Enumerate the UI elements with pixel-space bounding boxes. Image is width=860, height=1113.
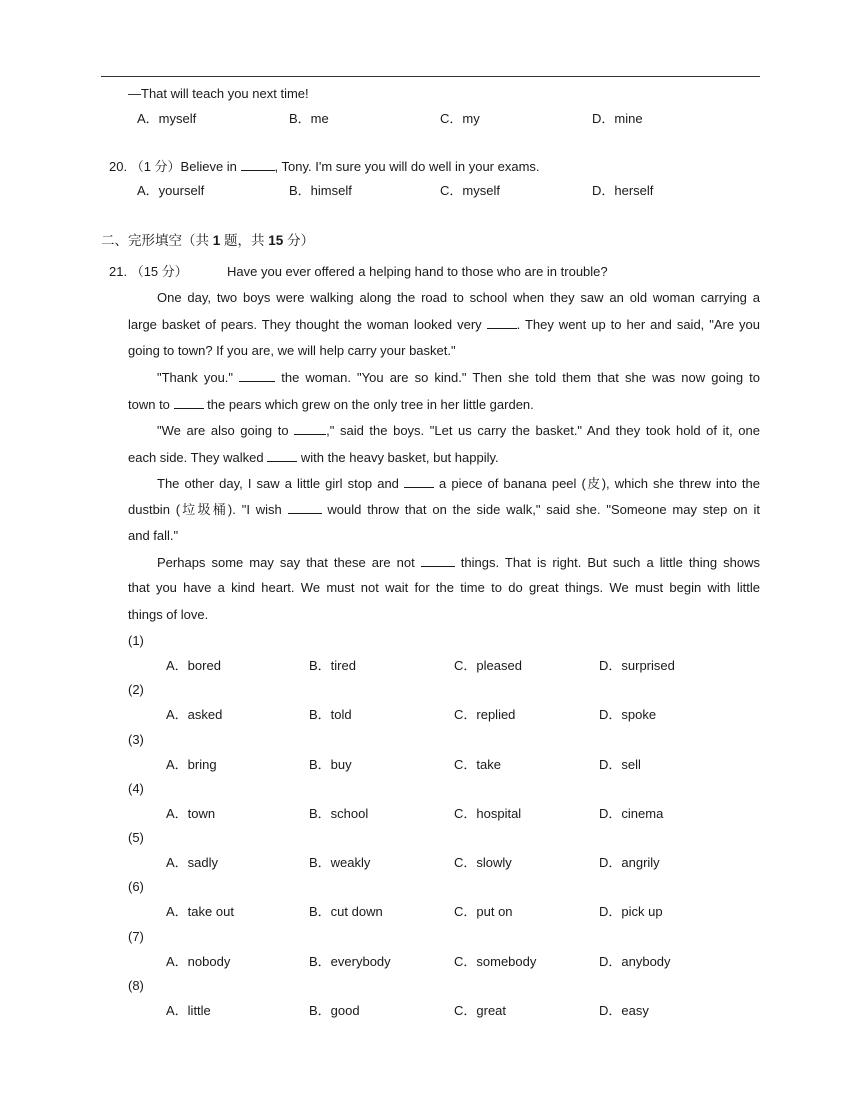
passage-p5-line2: that you have a kind heart. We must not wait for the time to do great things. We must begin with little — [128, 580, 760, 595]
q21-title: Have you ever offered a helping hand to those who are in trouble? — [227, 264, 608, 279]
sub-label-3: (3) — [128, 732, 144, 747]
passage-p3-line2: each side. They walked with the heavy basket, but happily. — [128, 450, 499, 465]
passage-p4-line2: dustbin (垃圾桶). "I wish would throw that on the side walk," said she. "Someone may step on it — [128, 502, 760, 517]
q20-blank — [241, 158, 275, 171]
passage-p5-line3: things of love. — [128, 607, 209, 622]
sub6-option-b[interactable]: B．cut down — [309, 904, 383, 919]
q19-option-c[interactable]: C．my — [440, 111, 480, 126]
sub7-option-a[interactable]: A．nobody — [166, 954, 231, 969]
q20-option-d[interactable]: D．herself — [592, 183, 654, 198]
sub2-option-a[interactable]: A．asked — [166, 707, 223, 722]
sub2-option-c[interactable]: C．replied — [454, 707, 516, 722]
sub8-option-d[interactable]: D．easy — [599, 1003, 649, 1018]
sub3-option-c[interactable]: C．take — [454, 757, 501, 772]
header-rule — [101, 76, 760, 77]
passage-p1-line3: going to town? If you are, we will help carry your basket." — [128, 343, 456, 358]
passage-p4-line1: The other day, I saw a little girl stop and a piece of banana peel (皮), which she threw into the — [157, 476, 761, 491]
sub-label-6: (6) — [128, 879, 144, 894]
sub1-option-a[interactable]: A．bored — [166, 658, 221, 673]
passage-p4-line3: and fall." — [128, 528, 179, 543]
q19-option-a[interactable]: A．myself — [137, 111, 197, 126]
sub3-option-b[interactable]: B．buy — [309, 757, 352, 772]
sub6-option-a[interactable]: A．take out — [166, 904, 234, 919]
q19-dialogue-line: —That will teach you next time! — [128, 86, 309, 101]
sub4-option-c[interactable]: C．hospital — [454, 806, 522, 821]
sub-label-7: (7) — [128, 929, 144, 944]
sub-label-4: (4) — [128, 781, 144, 796]
sub4-option-d[interactable]: D．cinema — [599, 806, 664, 821]
sub2-option-d[interactable]: D．spoke — [599, 707, 657, 722]
sub1-option-c[interactable]: C．pleased — [454, 658, 522, 673]
sub1-option-b[interactable]: B．tired — [309, 658, 356, 673]
sub8-option-a[interactable]: A．little — [166, 1003, 211, 1018]
q19-option-b[interactable]: B．me — [289, 111, 329, 126]
q20-option-c[interactable]: C．myself — [440, 183, 500, 198]
sub1-option-d[interactable]: D．surprised — [599, 658, 675, 673]
passage-p2-line2: town to the pears which grew on the only tree in her little garden. — [128, 397, 534, 412]
sub-label-1: (1) — [128, 633, 144, 648]
sub-label-8: (8) — [128, 978, 144, 993]
q19-option-d[interactable]: D．mine — [592, 111, 643, 126]
section-heading: 二、完形填空（共 1 题，共 15 分） — [101, 233, 315, 248]
sub8-option-b[interactable]: B．good — [309, 1003, 360, 1018]
sub5-option-c[interactable]: C．slowly — [454, 855, 512, 870]
sub3-option-a[interactable]: A．bring — [166, 757, 217, 772]
passage-p2-line1: "Thank you." the woman. "You are so kind." Then she told them that she was now going to — [157, 370, 760, 385]
sub3-option-d[interactable]: D．sell — [599, 757, 641, 772]
sub6-option-d[interactable]: D．pick up — [599, 904, 663, 919]
blank-6 — [404, 475, 434, 488]
q20-text-before: Believe in — [180, 159, 241, 174]
sub5-option-b[interactable]: B．weakly — [309, 855, 371, 870]
q21-score: （15 分） — [130, 264, 188, 279]
q21-number: 21. — [109, 264, 128, 279]
sub5-option-d[interactable]: D．angrily — [599, 855, 660, 870]
sub6-option-c[interactable]: C．put on — [454, 904, 513, 919]
sub4-option-b[interactable]: B．school — [309, 806, 369, 821]
sub2-option-b[interactable]: B．told — [309, 707, 352, 722]
blank-3 — [174, 396, 204, 409]
sub7-option-c[interactable]: C．somebody — [454, 954, 537, 969]
q20-option-b[interactable]: B．himself — [289, 183, 352, 198]
sub7-option-d[interactable]: D．anybody — [599, 954, 671, 969]
q21-header — [109, 264, 188, 280]
passage-p5-line1: Perhaps some may say that these are not things. That is right. But such a little thing shows — [157, 555, 760, 570]
q20-number: 20. — [109, 159, 128, 174]
sub4-option-a[interactable]: A．town — [166, 806, 216, 821]
blank-4 — [294, 422, 326, 435]
q20-stem — [109, 158, 540, 175]
passage-p3-line1: "We are also going to ," said the boys. "Let us carry the basket." And they took hold of it, one — [157, 423, 760, 438]
sub8-option-c[interactable]: C．great — [454, 1003, 507, 1018]
passage-p1-line2: large basket of pears. They thought the woman looked very . They went up to her and said, "Are you — [128, 317, 761, 332]
q20-text-after: , Tony. I'm sure you will do well in your exams. — [274, 159, 540, 174]
blank-2 — [239, 369, 275, 382]
q20-score: （1 分） — [130, 159, 181, 174]
sub7-option-b[interactable]: B．everybody — [309, 954, 391, 969]
sub-label-2: (2) — [128, 682, 144, 697]
blank-8 — [421, 554, 455, 567]
blank-1 — [487, 316, 517, 329]
passage-p1-line1: One day, two boys were walking along the road to school when they saw an old woman carrying a — [157, 290, 760, 305]
q20-option-a[interactable]: A．yourself — [137, 183, 205, 198]
blank-5 — [267, 449, 297, 462]
blank-7 — [288, 501, 322, 514]
sub-label-5: (5) — [128, 830, 144, 845]
sub5-option-a[interactable]: A．sadly — [166, 855, 219, 870]
